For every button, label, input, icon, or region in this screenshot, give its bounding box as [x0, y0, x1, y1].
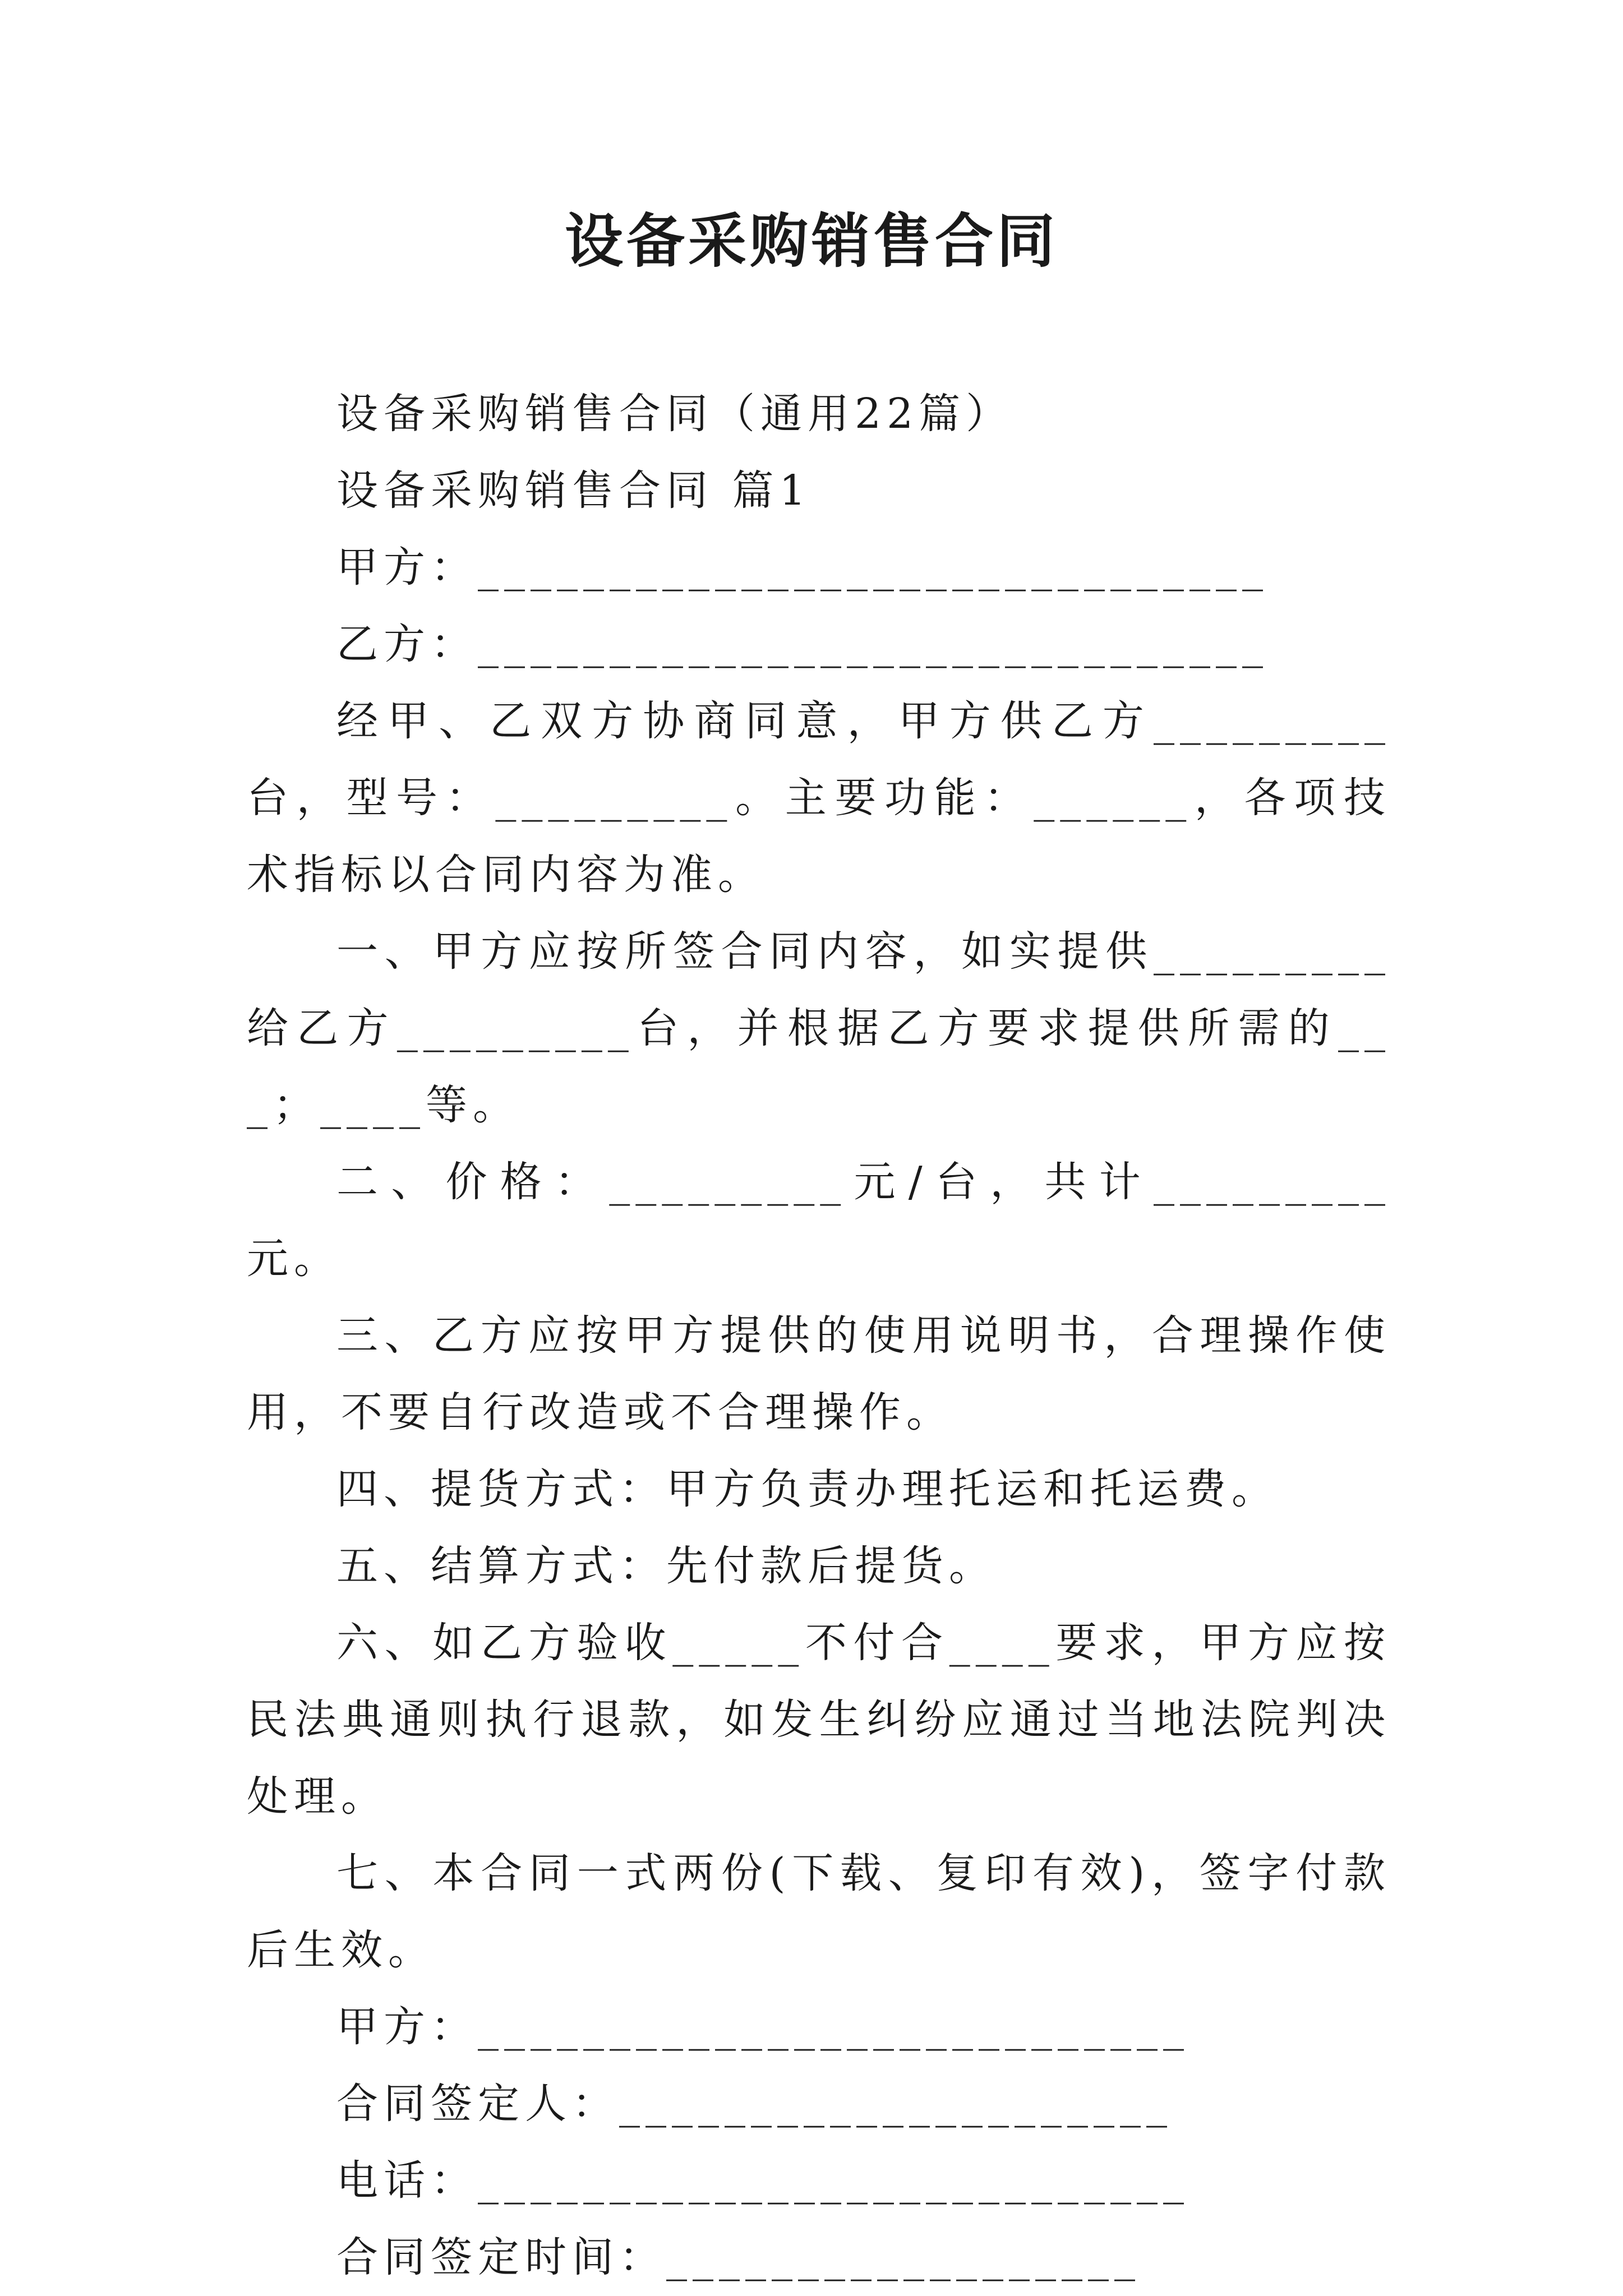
paragraph-section-heading: 设备采购销售合同 篇1 — [336, 466, 811, 515]
paragraph-party-a: 甲方：______________________________ — [336, 543, 1269, 592]
signature-date: 合同签定时间：__________________ — [336, 2233, 1141, 2281]
paragraph-clause-1: 一、甲方应按所签合同内容，如实提供_________ 给乙方_________台，并根据乙方要求提供所需的___；____等。 — [247, 927, 1391, 1129]
signature-party-a: 甲方：___________________________ — [336, 2003, 1189, 2051]
paragraph-clause-2: 二、价格：_________元/台，共计_________元。 — [247, 1158, 1391, 1283]
paragraph-clause-3: 三、乙方应按甲方提供的使用说明书，合理操作使用，不要自行改造或不合理操作。 — [247, 1311, 1391, 1436]
document-body — [247, 376, 1391, 2296]
paragraph-subtitle: 设备采购销售合同（通用22篇） — [336, 390, 1013, 438]
signature-signer: 合同签定人：_____________________ — [336, 2080, 1173, 2128]
signature-block — [247, 1989, 1391, 2296]
signature-phone: 电话：___________________________ — [336, 2156, 1189, 2205]
paragraph-party-b: 乙方：______________________________ — [336, 620, 1269, 668]
paragraph-clause-7: 七、本合同一式两份(下载、复印有效)，签字付款后生效。 — [247, 1849, 1391, 1974]
paragraph-clause-4: 四、提货方式：甲方负责办理托运和托运费。 — [336, 1465, 1279, 1513]
paragraph-clause-5: 五、结算方式：先付款后提货。 — [336, 1542, 996, 1590]
paragraph-intro: 经甲、乙双方协商同意，甲方供乙方_________台，型号：_________。主要功能：______，各项技术指标以合同内容为准。 — [247, 697, 1391, 899]
document-title: 设备采购销售合同 — [564, 206, 1058, 275]
paragraph-clause-6: 六、如乙方验收_____不付合____要求，甲方应按民法典通则执行退款，如发生纠纷应通过当地法院判决处理。 — [247, 1619, 1391, 1821]
